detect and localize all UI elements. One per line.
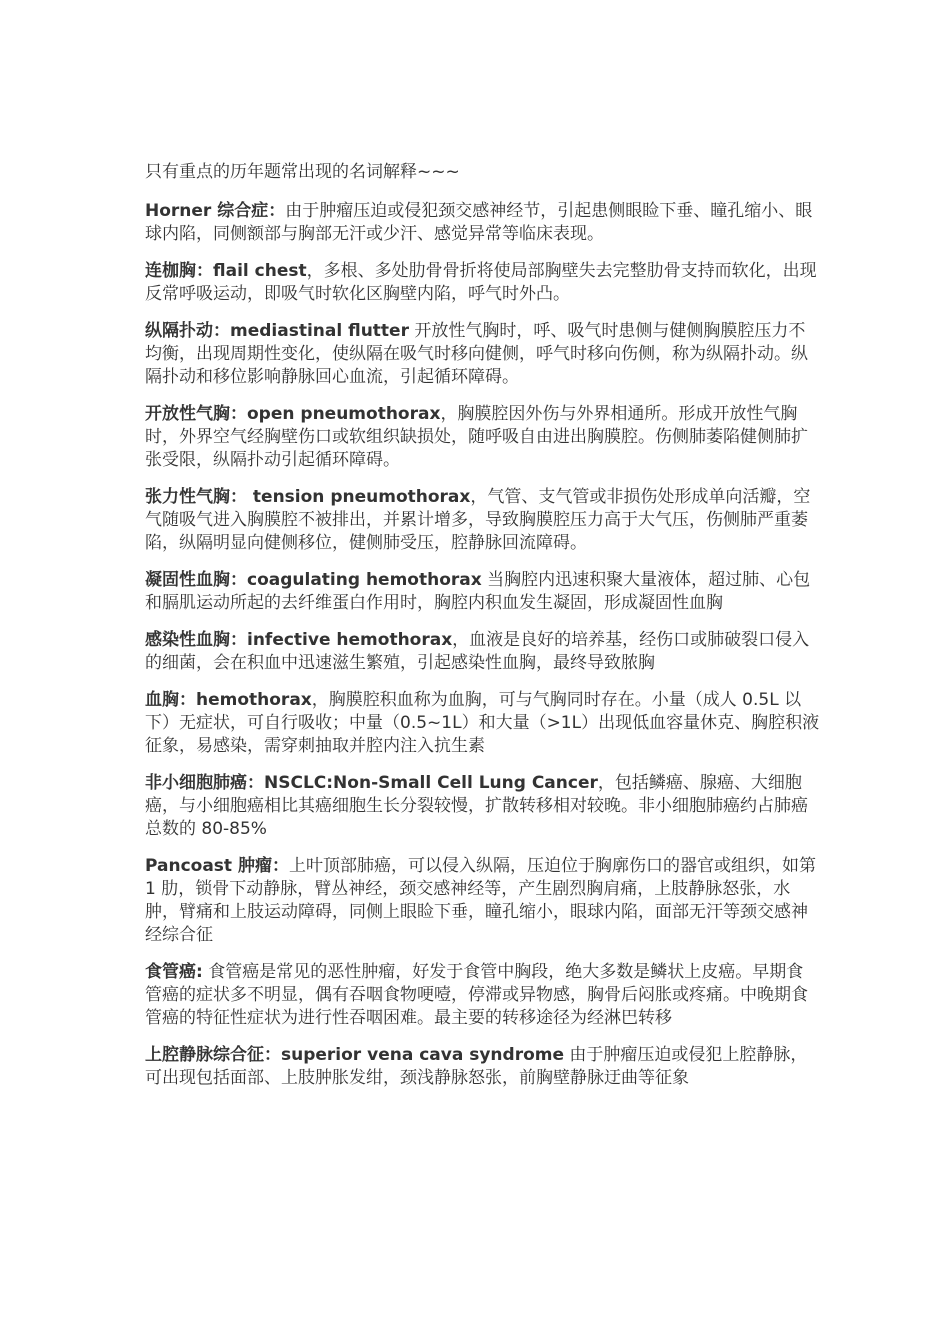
entry-definition: 开放性气胸时，呼、吸气时患侧与健侧胸膜腔压力不均衡，出现周期性变化，使纵隔在吸气时移向健侧，呼气时移向伤侧，称为纵隔扑动。纵隔扑动和移位影响静脉回心血流，引起循环障碍。 — [145, 321, 808, 387]
entry-definition: ，胸膜腔积血称为血胸，可与气胸同时存在。小量（成人 0.5L 以下）无症状，可自行吸收；中量（0.5~1L）和大量（>1L）出现低血容量休克、胸腔积液征象，易感染，需穿刺抽取并腔内注入抗生素 — [145, 690, 820, 756]
entry-term: 开放性气胸：open pneumothorax — [145, 404, 441, 424]
entry-coagulating-hemothorax — [145, 569, 820, 615]
entry-term: Horner 综合症： — [145, 201, 286, 221]
entry-term: 上腔静脉综合征：superior vena cava syndrome — [145, 1045, 565, 1065]
entry-tension-pneumothorax — [145, 486, 820, 555]
entry-esophageal-cancer — [145, 961, 820, 1030]
entry-term: Pancoast 肿瘤： — [145, 856, 289, 876]
entry-flail-chest — [145, 260, 820, 306]
entry-nsclc — [145, 772, 820, 841]
entry-definition: 当胸腔内迅速积聚大量液体，超过肺、心包和膈肌运动所起的去纤维蛋白作用时，胸腔内积血发生凝固，形成凝固性血胸 — [145, 570, 811, 613]
entry-term: 食管癌: — [145, 962, 203, 982]
entry-definition: 由于肿瘤压迫或侵犯颈交感神经节，引起患侧眼睑下垂、瞳孔缩小、眼球内陷，同侧额部与胸部无汗或少汗、感觉异常等临床表现。 — [145, 201, 813, 244]
entry-definition: ，多根、多处肋骨骨折将使局部胸壁失去完整肋骨支持而软化，出现反常呼吸运动，即吸气时软化区胸壁内陷，呼气时外凸。 — [145, 261, 817, 304]
intro-line: 只有重点的历年题常出现的名词解释~~~ — [145, 162, 460, 182]
entry-definition: ，血液是良好的培养基，经伤口或肺破裂口侵入的细菌，会在积血中迅速滋生繁殖，引起感染性血胸，最终导致脓胸 — [145, 630, 810, 673]
entry-term: 张力性气胸： tension pneumothorax — [145, 487, 471, 507]
entry-definition: ，胸膜腔因外伤与外界相通所。形成开放性气胸时，外界空气经胸壁伤口或软组织缺损处，随呼吸自由进出胸膜腔。伤侧肺萎陷健侧肺扩张受限，纵隔扑动引起循环障碍。 — [145, 404, 808, 470]
entry-hemothorax — [145, 689, 820, 758]
entry-pancoast — [145, 855, 820, 947]
entry-term: 凝固性血胸：coagulating hemothorax — [145, 570, 482, 590]
entry-term: 非小细胞肺癌：NSCLC:Non-Small Cell Lung Cancer — [145, 773, 598, 793]
entry-term: 连枷胸：flail chest — [145, 261, 307, 281]
entry-definition: ，包括鳞癌、腺癌、大细胞癌，与小细胞癌相比其癌细胞生长分裂较慢，扩散转移相对较晚。非小细胞肺癌约占肺癌总数的 80-85% — [145, 773, 808, 839]
entry-definition: 食管癌是常见的恶性肿瘤，好发于食管中胸段，绝大多数是鳞状上皮癌。早期食管癌的症状多不明显，偶有吞咽食物哽噎，停滞或异物感，胸骨后闷胀或疼痛。中晚期食管癌的特征性症状为进行性吞咽困难。最主要的转移途径为经淋巴转移 — [145, 962, 808, 1028]
entry-open-pneumothorax — [145, 403, 820, 472]
entry-infective-hemothorax — [145, 629, 820, 675]
entry-definition: ，气管、支气管或非损伤处形成单向活瓣，空气随吸气进入胸膜腔不被排出，并累计增多，导致胸膜腔压力高于大气压，伤侧肺严重萎陷，纵隔明显向健侧移位，健侧肺受压，腔静脉回流障碍。 — [145, 487, 811, 553]
entry-term: 血胸：hemothorax — [145, 690, 312, 710]
entry-term: 纵隔扑动：mediastinal flutter — [145, 321, 409, 341]
entry-term: 感染性血胸：infective hemothorax — [145, 630, 453, 650]
entry-mediastinal-flutter — [145, 320, 820, 389]
entry-definition: 由于肿瘤压迫或侵犯上腔静脉，可出现包括面部、上肢肿胀发绀，颈浅静脉怒张，前胸壁静脉迂曲等征象 — [145, 1045, 808, 1088]
document-page — [145, 160, 820, 1104]
entry-definition: 上叶顶部肺癌，可以侵入纵隔，压迫位于胸廓伤口的器官或组织，如第 1 肋，锁骨下动静脉，臂丛神经，颈交感神经等，产生剧烈胸肩痛，上肢静脉怒张，水肿，臂痛和上肢运动障碍，同侧上眼睑下垂，瞳孔缩小，眼球内陷，面部无汗等颈交感神经综合征 — [145, 856, 816, 945]
entry-horner — [145, 200, 820, 246]
entry-svc-syndrome — [145, 1044, 820, 1090]
